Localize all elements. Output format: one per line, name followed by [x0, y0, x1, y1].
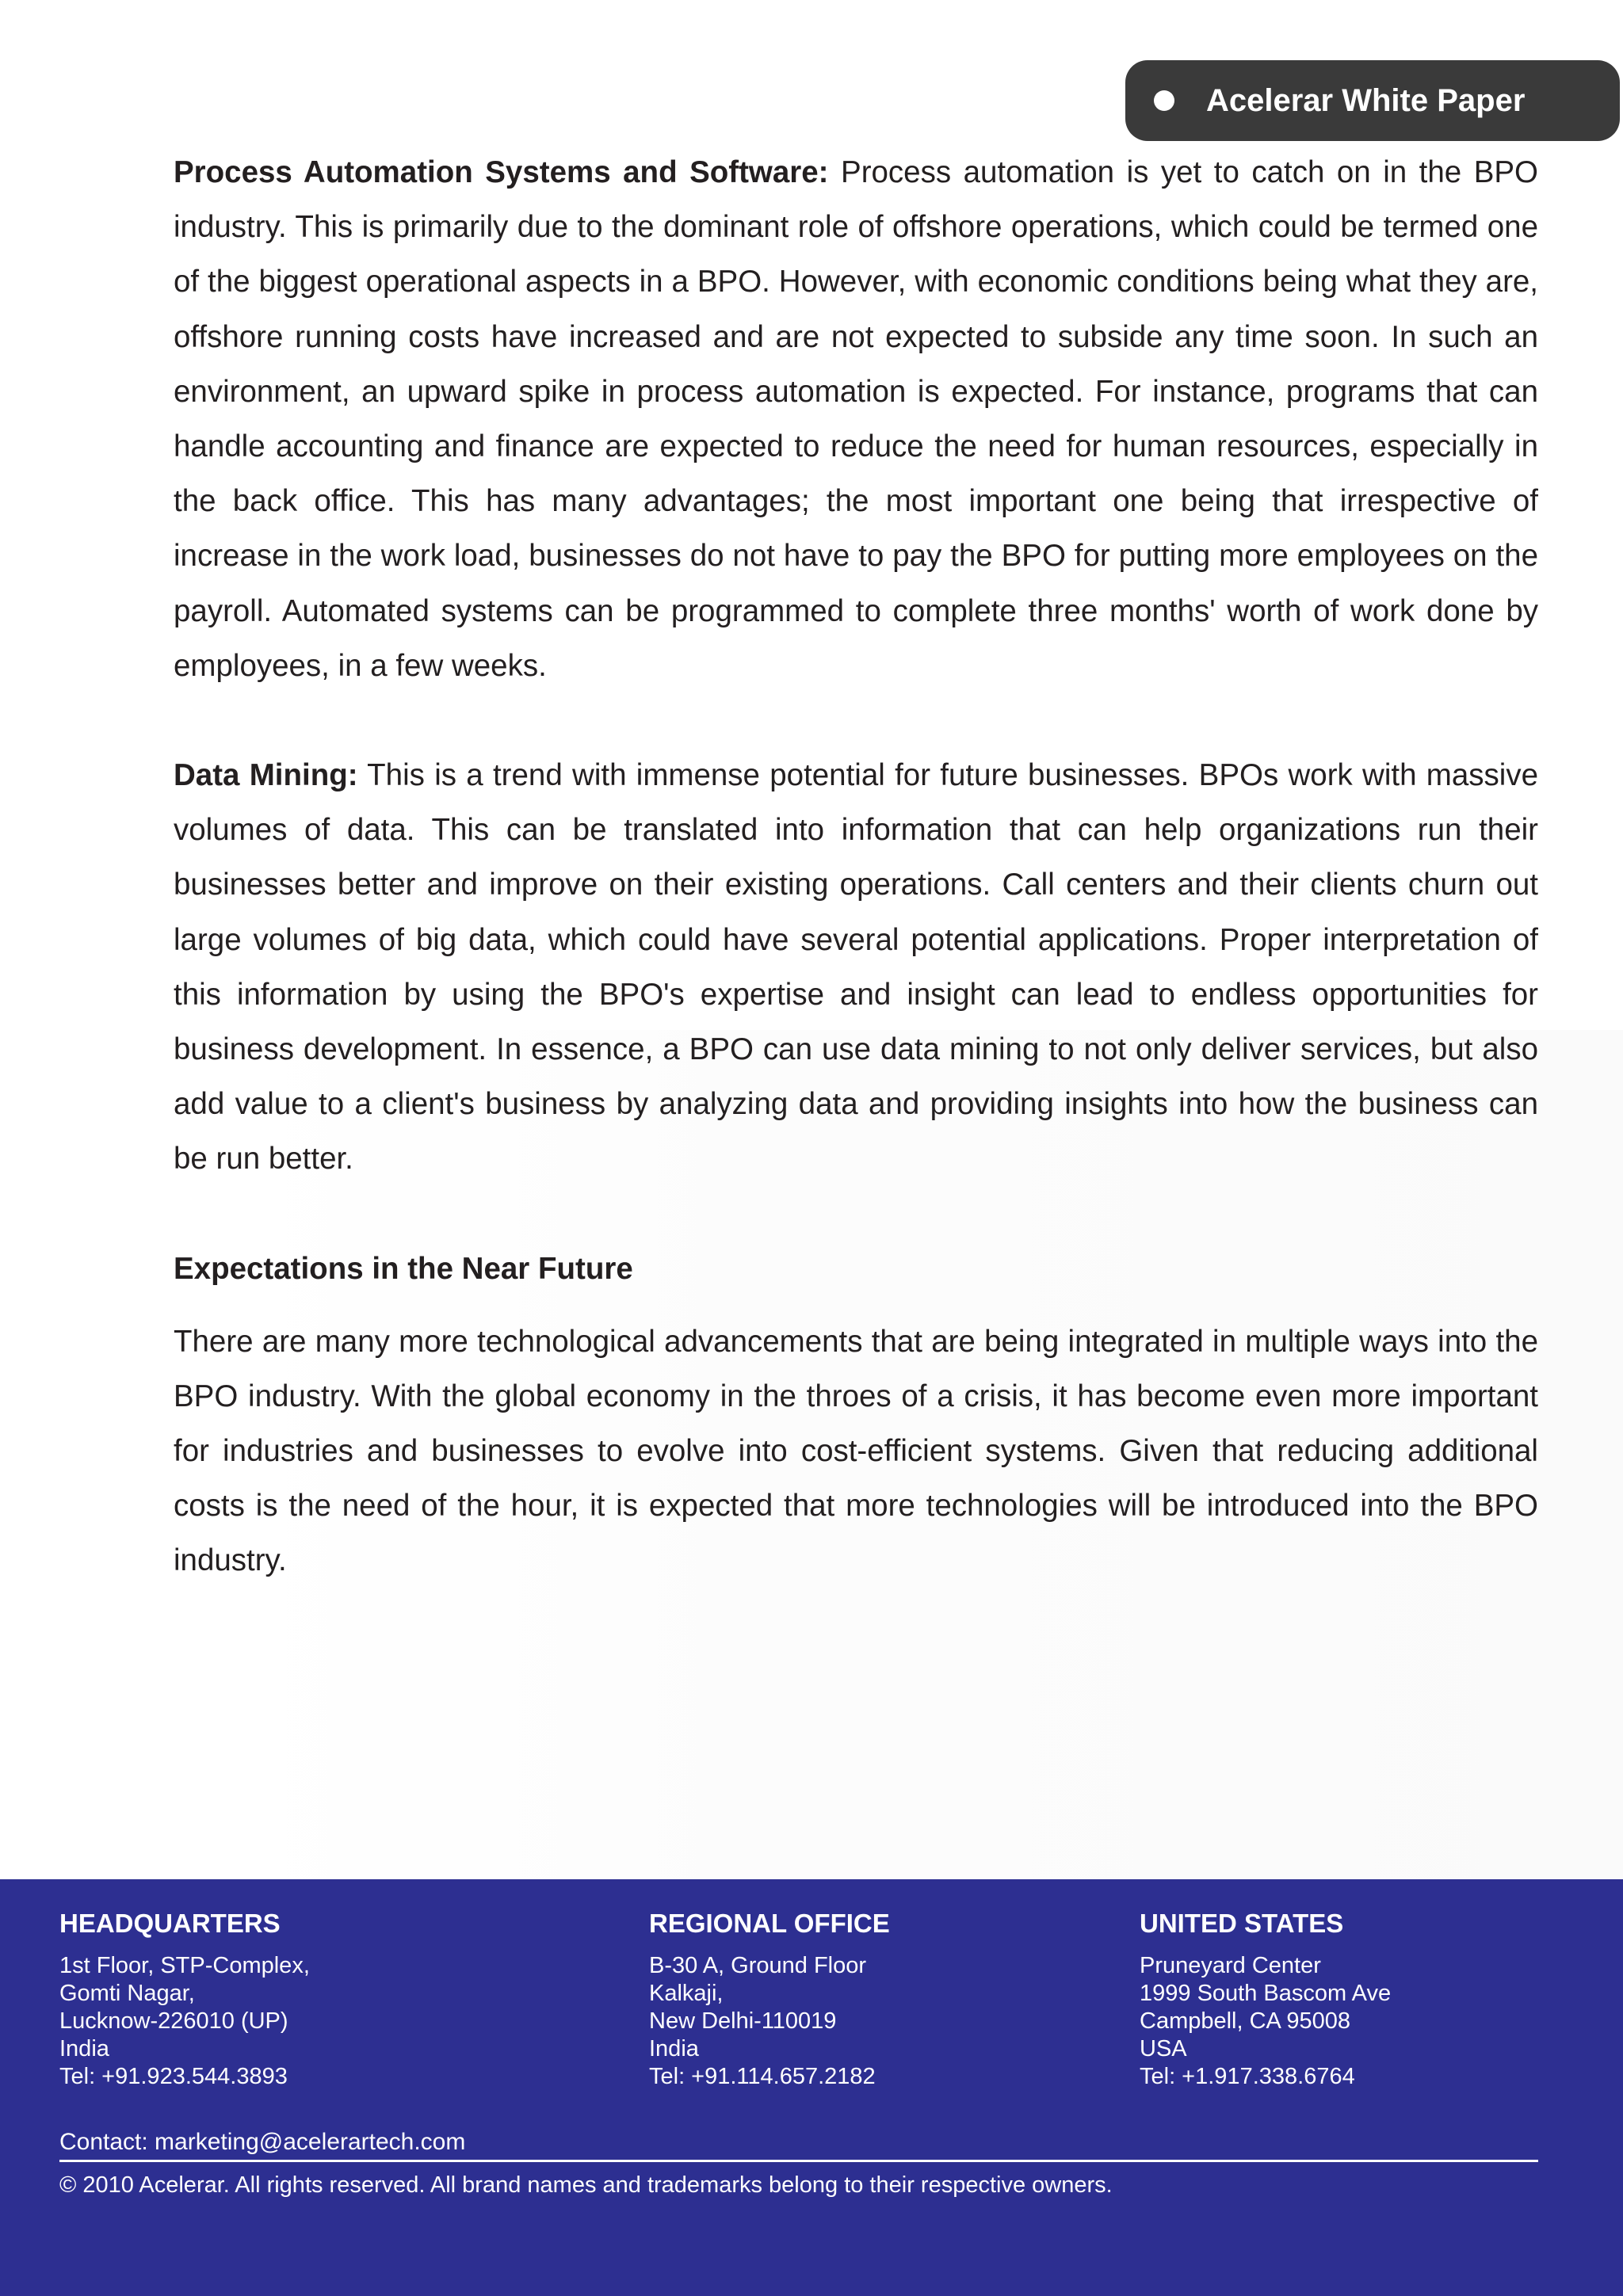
address-line: Kalkaji,	[649, 1981, 724, 2006]
data-mining-text: This is a trend with immense potential for future businesses. BPOs work with massive volumes of data. This can be translated into information that can help organizations run their businesses better and improve on their existing operations. Call centers and their clients churn out large volumes of big data, which could have several potential applications. Proper interpretation of this information by using the BPO's expertise and insight can lead to endless opportunities for business development. In essence, a BPO can use data mining to not only deliver services, but also add value to a client's business by analyzing data and providing insights into how the business can be run better.	[174, 758, 1539, 1177]
regional-office-title: REGIONAL OFFICE	[649, 1909, 890, 1938]
address-line: India	[649, 2036, 699, 2061]
footer-divider	[59, 2160, 1538, 2162]
footer	[0, 1879, 1623, 2296]
headquarters-title: HEADQUARTERS	[59, 1909, 281, 1938]
address-line: Campbell, CA 95008	[1140, 2008, 1350, 2034]
expectations-heading: Expectations in the Near Future	[174, 1251, 633, 1286]
data-mining-lead: Data Mining:	[174, 758, 358, 793]
copyright-notice: © 2010 Acelerar. All rights reserved. All brand names and trademarks belong to their respective owners.	[59, 2172, 1113, 2198]
process-automation-text: Process automation is yet to catch on in the BPO industry. This is primarily due to the dominant role of offshore operations, which could be termed one of the biggest operational aspects in a BPO. However, with economic conditions being what they are, offshore running costs have increased and are not expected to subside any time soon. In such an environment, an upward spike in process automation is expected. For instance, programs that can handle accounting and finance are expected to reduce the need for human resources, especially in the back office. This has many advantages; the most important one being that irrespective of increase in the work load, businesses do not have to pay the BPO for putting more employees on the payroll. Automated systems can be programmed to complete three months' worth of work done by employees, in a few weeks.	[174, 155, 1539, 683]
phone-line: Tel: +1.917.338.6764	[1140, 2064, 1355, 2089]
regional-office-block	[649, 1908, 890, 2091]
address-line: Gomti Nagar,	[59, 1981, 195, 2006]
address-line: Lucknow-226010 (UP)	[59, 2008, 288, 2034]
address-line: B-30 A, Ground Floor	[649, 1953, 867, 1978]
united-states-block	[1140, 1908, 1391, 2091]
data-mining-paragraph	[174, 748, 1538, 1187]
address-line: New Delhi-110019	[649, 2008, 837, 2034]
phone-line: Tel: +91.114.657.2182	[649, 2064, 876, 2089]
badge-label: Acelerar White Paper	[1206, 82, 1526, 118]
headquarters-block	[59, 1908, 310, 2091]
bullet-dot-icon	[1154, 90, 1174, 111]
address-line: 1999 South Bascom Ave	[1140, 1981, 1392, 2006]
address-line: 1st Floor, STP-Complex,	[59, 1953, 310, 1978]
united-states-title: UNITED STATES	[1140, 1909, 1344, 1938]
process-automation-lead: Process Automation Systems and Software:	[174, 155, 829, 189]
address-line: Pruneyard Center	[1140, 1953, 1321, 1978]
expectations-paragraph: There are many more technological advancements that are being integrated in multiple ways into the BPO industry. With the global economy in the throes of a crisis, it has become even more important for industries and businesses to evolve into cost-efficient systems. Given that reducing additional costs is the need of the hour, it is expected that more technologies will be introduced into the BPO industry.	[174, 1324, 1538, 1578]
phone-line: Tel: +91.923.544.3893	[59, 2064, 288, 2089]
main-content	[174, 145, 1538, 1589]
contact-email-link[interactable]: Contact: marketing@acelerartech.com	[59, 2129, 466, 2155]
process-automation-paragraph	[174, 145, 1538, 693]
address-line: India	[59, 2036, 109, 2061]
address-line: USA	[1140, 2036, 1187, 2061]
white-paper-badge	[1125, 60, 1620, 141]
